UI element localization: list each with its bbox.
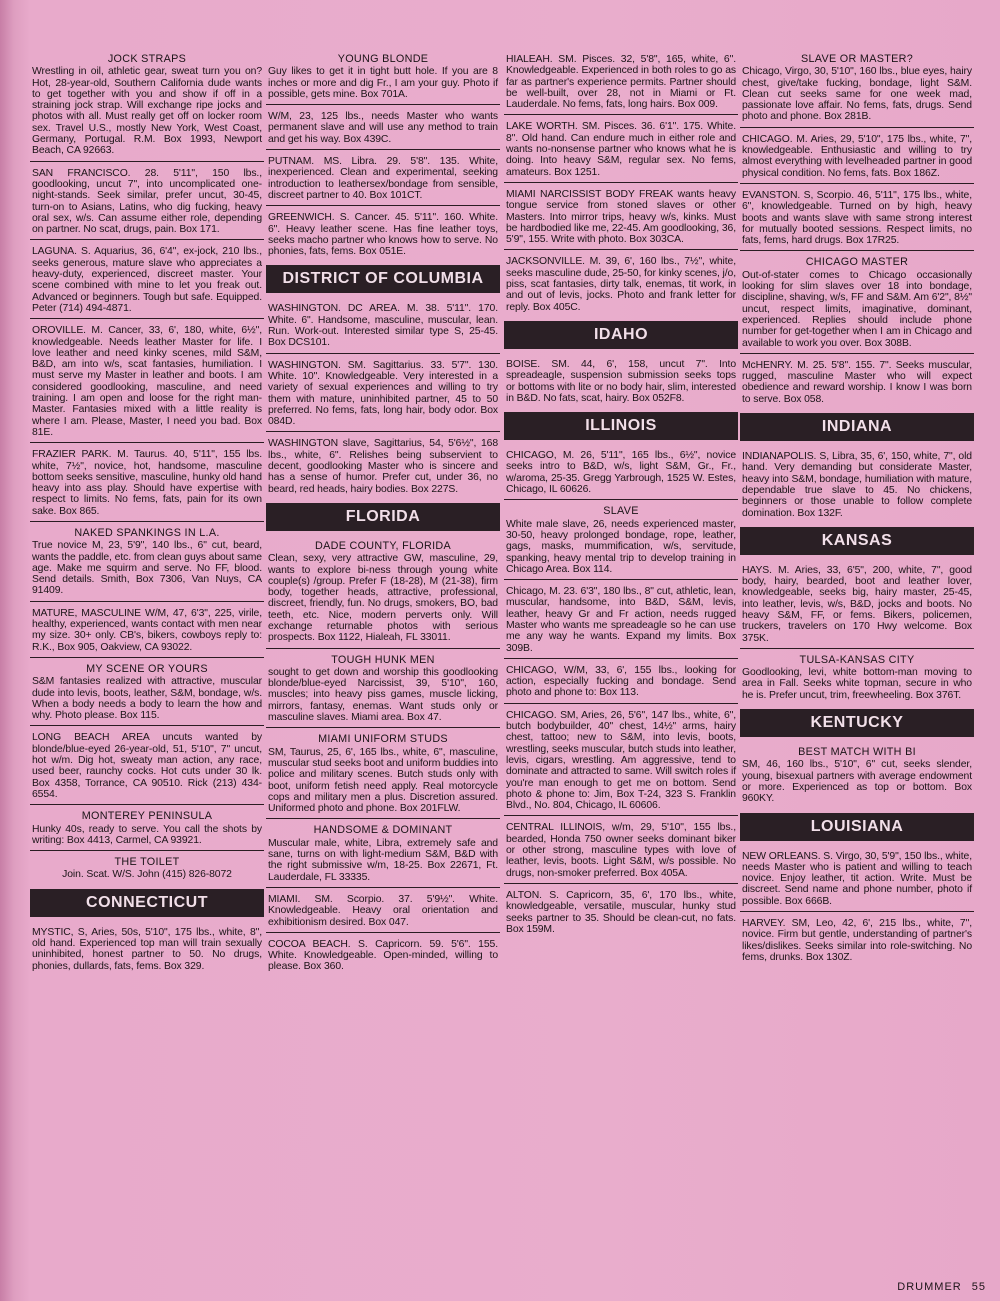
ad-text: CHICAGO. SM, Aries, 26, 5'6", 147 lbs., white, 6", butch bodybuilder, 40" chest, 14½" arms, hairy chest, tattoo; new to S&M, into levis, boots, wrestling, seeks muscular, butch studs into leather, levis, cigars, wrestling. Am aggressive, tend to dominate and attracted to same. Will switch roles if you're man enough to get me on bottom. Send photo & phone to: Jim, Box T-24, 323 S. Franklin Blvd., No. 804, Chicago, IL 60606. (506, 709, 736, 812)
column-1 (30, 52, 264, 1261)
ad-text: HIALEAH. SM. Pisces. 32, 5'8", 165, white, 6". Knowledgeable. Experienced in both roles to go as far as partner's experience permits. Partner should be well-built, over 28, not in Miami or Ft. Lauderdale. No fems, fats, long hairs. Box 009. (506, 54, 736, 111)
ad-heading: MIAMI UNIFORM STUDS (318, 733, 448, 746)
magazine-name: DRUMMER (897, 1281, 962, 1293)
page-footer (887, 1281, 986, 1293)
ad-heading: YOUNG BLONDE (337, 53, 429, 65)
ad-text: HAYS. M. Aries, 33, 6'5", 200, white, 7", good body, hairy, bearded, boot and leather lover, knowledgeable, seeks big, hairy master, 25-45, into leather, levis, w/s, B&D, jocks and boots. No heavy S&M, FF, or fems. Bikers, policemen, truckers, travelers on 170 Hwy welcome. Box 375K. (742, 564, 972, 644)
state-banner: LOUISIANA (740, 813, 974, 841)
classified-ad (266, 732, 500, 819)
classified-ad (30, 925, 264, 976)
ad-text: WASHINGTON slave, Sagittarius, 54, 5'6½", 168 lbs., white, 6". Relishes being subservient to decent, goodlooking Master who is sincere and has a sense of humor. Prefer cut, under 36, no beard, red heads, hairy bodies. Box 227S. (268, 438, 498, 495)
ad-text: Clean, sexy, very attractive GW, masculine, 29, wants to explore bi-ness through young white couple(s) /group. Prefer F (18-28), M (21-38), firm body, together heads, attractive, professional, discreet, friendly, fun. No drugs, smokers, BO, bad teeth, etc. Nice, modern perverts only. Will exchange returnable photos with serious prospects. Box 1122, Hialeah, FL 33011. (268, 553, 498, 644)
state-banner: KENTUCKY (740, 709, 974, 737)
ad-heading: MY SCENE OR YOURS (86, 662, 208, 675)
ad-text: LAKE WORTH. SM. Pisces. 36. 6'1". 175. White. 8". Old hand. Can endure much in either role and wants no-nonsense partner who knows what he is doing. Into heavy S&M, regular sex. No fems, amateurs. Box 1251. (506, 121, 736, 178)
ad-heading: THE TOILET (114, 856, 180, 869)
classified-ad (30, 52, 264, 162)
classified-ad (30, 244, 264, 319)
ad-heading: JOCK STRAPS (107, 53, 187, 65)
classified-ad (740, 188, 974, 251)
ad-text: MIAMI NARCISSIST BODY FREAK wants heavy tongue service from stoned slaves or other Masters. Into mirror trips, heavy w/s, kinks. Must be hardbodied like me, 22-45. Am goodlooking, 36, 5'9", 155. Write with photo. Box 303CA. (506, 188, 736, 246)
ad-text: S&M fantasies realized with attractive, muscular dude into levis, boots, leather, S&M, bondage, w/s. When a body needs a body to learn the how and why. Photo please. Box 115. (32, 676, 262, 722)
ad-text: ALTON. S. Capricorn, 35, 6', 170 lbs., white, knowledgeable, versatile, muscular, hunky stud seeks partner to 35. Should be clean-cut, no fats. Box 159M. (506, 889, 736, 935)
classified-ad (266, 109, 500, 150)
ad-heading: BEST MATCH WITH BI (798, 746, 916, 759)
classified-ad (740, 745, 974, 808)
ad-heading: MONTEREY PENINSULA (81, 810, 213, 823)
classified-ad (266, 210, 500, 261)
classified-ad (266, 436, 500, 498)
ad-text: Wrestling in oil, athletic gear, sweat turn you on? Hot, 28-year-old, Southern California dude wants to get together with you and show if off in a straining jock strap. Will exchange ripe jocks and photos with all. Must really get off on locker room sex. Travel U.S., mostly New York, West Coast, Germany, Portugal. R.M. Box 1993, Newport Beach, CA 92663. (32, 66, 262, 157)
ad-text: COCOA BEACH. S. Capricorn. 59. 5'6". 155. White. Knowledgeable. Open-minded, willing to please. Box 360. (268, 938, 498, 973)
ad-text: INDIANAPOLIS. S, Libra, 35, 6', 150, white, 7", old hand. Very demanding but considerate Master, heavy into S&M, bondage, humiliation with mature, dependable true slave to 45. No chickens, beginners or those unable to follow complete domination. Box 132F. (742, 451, 972, 519)
classified-ad (504, 254, 738, 316)
ad-heading: SLAVE OR MASTER? (801, 53, 913, 65)
classified-ad (504, 584, 738, 659)
classified-ad (266, 154, 500, 206)
ad-text: Guy likes to get it in tight butt hole. If you are 8 inches or more and dig Fr., I am your guy. Photo if possible, gets mine. Box 701A. (268, 66, 498, 100)
classified-ad (266, 937, 500, 977)
ad-text: CENTRAL ILLINOIS, w/m, 29, 5'10", 155 lbs., bearded, Honda 750 owner seeks dominant biker or other strong, masculine types with love of leather, levis, boots. Light S&M, w/s possible. No drugs, non-smoker preferred. Box 405A. (506, 822, 736, 879)
ad-text: SM, 46, 160 lbs., 5'10", 6" cut, seeks slender, young, bisexual partners with average endowment or more. Experienced as top or bottom. Box 960KY. (742, 759, 972, 805)
state-banner: CONNECTICUT (30, 889, 264, 917)
ad-heading: HANDSOME & DOMINANT (313, 824, 453, 837)
ad-heading: SLAVE (603, 505, 639, 518)
ad-text: White male slave, 26, needs experienced master, 30-50, heavy prolonged bondage, rope, leather, gags, masks, mummification, w/s, servitude, spanking, heavy mental trip to develop training in Chicago Area. Box 114. (506, 518, 736, 575)
state-banner: DISTRICT OF COLUMBIA (266, 265, 500, 293)
ad-text: LAGUNA. S. Aquarius, 36, 6'4", ex-jock, 210 lbs., seeks generous, mature slave who appreciates a heavy-duty, experienced, discreet master. Your scene combined with mine to let you freak out. Advanced or beginners. Tough but safe. Equipped. Peter (714) 494-4871. (32, 246, 262, 314)
classified-ad (266, 358, 500, 433)
ad-heading: TOUGH HUNK MEN (331, 653, 435, 666)
ad-text: SAN FRANCISCO. 28. 5'11", 150 lbs., goodlooking, uncut 7", into uncomplicated one-night-stands. Seek similar, prefer uncut, 30-45, turn-on to Asians, Latins, who dig fucking, heavy oral sex, w/s. Can assume either role, depending on partner. No scat, drugs, pain. Box 171. (32, 167, 262, 236)
ad-text: GREENWICH. S. Cancer. 45. 5'11". 160. White. 6". Heavy leather scene. Has fine leather toys, seeks macho partner who knows how to serve. No phonies, fats, fems. Box 051E. (268, 212, 498, 258)
ad-text: EVANSTON. S, Scorpio. 46, 5'11", 175 lbs., white, 6", knowledgeable. Turned on by high, heavy boots and wants slave with same strong interest for mutually booted sessions. Respect limits, no fats, fems, hard drugs. Box 17R25. (742, 189, 972, 247)
ad-text: OROVILLE. M. Cancer, 33, 6', 180, white, 6½", knowledgeable. Needs leather Master for life. I love leather and need kinky scenes, mild S&M, B&D, am into w/s, scat fantasies, humiliation. I must serve my Master in leather and boots. I am considered goodlooking, masculine, and need training. I am open and loose for the right man-Master. Fantasies mixed with a little reality is where I am. Please, Master, I need you bad. Box 81E. (32, 325, 262, 438)
ad-text: FRAZIER PARK. M. Taurus. 40, 5'11", 155 lbs. white, 7½", novice, hot, handsome, masculine bottom seeks sensitive, masculine, hunky old hand heavy into ass play. Should have expertise with respect to limits. No fems, fats, pain for its own sake. Box 865. (32, 449, 262, 517)
classified-ad (504, 357, 738, 408)
classified-ad (740, 132, 974, 184)
ad-text: WASHINGTON. DC AREA. M. 38. 5'11". 170. White. 6". Handsome, masculine, muscular, lean. Run. Work-out. Interested similar type S, 25-45. Box DCS101. (268, 303, 498, 349)
ad-text: Chicago, M. 23. 6'3", 180 lbs., 8" cut, athletic, lean, muscular, handsome, into B&D, S&M, levis, leather, heavy Gr and Fr action, needs rugged Master who wants me spreadeagle so he can use me any way he wants. Expand my limits. Box 309B. (506, 586, 736, 654)
ad-contact: Join. Scat. W/S. John (415) 826-8072 (62, 869, 232, 881)
classified-ad (30, 809, 264, 851)
classified-ad (740, 563, 974, 649)
classified-ad (504, 504, 738, 580)
ad-text: CHICAGO. M. Aries, 29, 5'10", 175 lbs., white, 7", knowledgeable. Enthusiastic and willing to try almost everything with levelheaded partner in good physical condition. No fems, fats. Box 186Z. (742, 133, 972, 179)
classified-ad (266, 823, 500, 887)
ad-text: CHICAGO, W/M, 33, 6', 155 lbs., looking for action, especially fucking and bondage. Send photo and phone to: Box 113. (506, 664, 736, 699)
classified-ad (504, 119, 738, 182)
classified-ad (740, 358, 974, 409)
classified-ad (740, 255, 974, 353)
classified-ad (30, 606, 264, 658)
classified-ad (740, 52, 974, 128)
classified-ad (740, 916, 974, 967)
classified-ad (266, 301, 500, 353)
classified-ad (740, 449, 974, 523)
state-banner: FLORIDA (266, 503, 500, 531)
classified-ad (504, 663, 738, 704)
ad-text: PUTNAM. MS. Libra. 29. 5'8". 135. White, inexperienced. Clean and experimental, seeking introduction to leathersex/bondage from sensible, discreet partner to 40. Box 101CT. (268, 156, 498, 201)
classified-ad (30, 662, 264, 726)
ad-text: WASHINGTON. SM. Sagittarius. 33. 5'7". 130. White. 10". Knowledgeable. Very interested in a variety of sexual experiences and willing to try them with mature, uninhibited partner, 45 to 50 preferred. No fems, fats, long hair, body odor. Box 084D. (268, 359, 498, 428)
classified-ad (30, 323, 264, 443)
ad-text: CHICAGO, M. 26, 5'11", 165 lbs., 6½", novice seeks intro to B&D, w/s, light S&M, Gr., Fr., w/aroma, 25-35. Gregg Yarbrough, 1525 W. Estes, Chicago, IL 60626. (506, 450, 736, 496)
classified-ad (504, 888, 738, 939)
page-number: 55 (971, 1281, 986, 1293)
column-3 (504, 52, 738, 1261)
classified-ad (504, 52, 738, 115)
classified-ad (266, 653, 500, 729)
classified-ad (30, 526, 264, 602)
classified-ad (504, 708, 738, 817)
ad-text: JACKSONVILLE. M. 39, 6', 160 lbs., 7½", white, seeks masculine dude, 25-50, for kinky scenes, j/o, piss, scat fantasies, dirty talk, enemas, tit work, in and out of levis, jocks. Photo and frank letter for reply. Box 405C. (506, 256, 736, 313)
ad-text: LONG BEACH AREA uncuts wanted by blonde/blue-eyed 26-year-old, 51, 5'10", 7" uncut, hot w/m. Dig hot, sweaty man action, any race, used beer, raunchy cocks. Hot cuts under 30 lk. Box 4358, Torrance, CA 90510. Rick (213) 434-6554. (32, 732, 262, 800)
ad-heading: CHICAGO MASTER (805, 256, 909, 269)
state-banner: ILLINOIS (504, 412, 738, 440)
ad-text: Chicago, Virgo, 30, 5'10", 160 lbs., blue eyes, hairy chest, give/take fucking, bondage, light S&M. Clean cut seeks same for one week mad, passionate love affair. No fems, fats, drugs. Send photo and phone. Box 281B. (742, 66, 972, 123)
classified-ad (266, 52, 500, 105)
ad-text: NEW ORLEANS. S. Virgo, 30, 5'9", 150 lbs., white, needs Master who is patient and willing to teach novice. Enjoy leather, tit action. Write. Must be discreet. Send name and phone number, photo if possible. Box 666B. (742, 850, 972, 907)
ad-text: Goodlooking, levi, white bottom-man moving to area in Fall. Seeks white topman, secure in who he is. Prefer uncut, trim, freewheeling. Box 376T. (742, 667, 972, 701)
ad-text: Hunky 40s, ready to serve. You call the shots by writing: Box 4413, Carmel, CA 93921. (32, 823, 262, 846)
ad-text: MYSTIC, S, Aries, 50s, 5'10", 175 lbs., white, 8", old hand. Experienced top man will train sexually uninhibited, honest partner to 50. No drugs, phonies, dullards, fats, fems. Box 329. (32, 926, 262, 972)
column-4 (740, 52, 974, 1261)
ad-text: W/M, 23, 125 lbs., needs Master who wants permanent slave and will use any method to train and get his way. Box 439C. (268, 111, 498, 145)
ad-text: HARVEY. SM, Leo, 42, 6', 215 lbs., white, 7", novice. Firm but gentle, understanding of partner's likes/dislikes. Seeks similar into role-switching. No fems, drunks. Box 130Z. (742, 918, 972, 963)
ad-text: Muscular male, white, Libra, extremely safe and sane, turns on with light-medium S&M, B&D with the right submissive w/m, 18-25. Box 22671, Ft. Lauderdale, FL 33335. (268, 837, 498, 883)
ad-text: SM, Taurus, 25, 6', 165 lbs., white, 6", masculine, muscular stud seeks boot and uniform buddies into police and military scenes. Butch studs only with boot, uniform fetish need apply. Real motorcycle cops and military men a plus. Discretion assured. Uniformed photo and phone. Box 201FLW. (268, 746, 498, 815)
ad-heading: NAKED SPANKINGS IN L.A. (74, 526, 220, 539)
ad-text: Out-of-stater comes to Chicago occasionally looking for slim slaves over 18 into bondage, discipline, shaving, w/s, FF and S&M. Am 6'2", 8½" uncut, respect limits, imaginative, dominant, experienced. Replies should include phone number for get-together when I am in Chicago and available to work you over. Box 308B. (742, 269, 972, 349)
classified-ad (504, 448, 738, 500)
state-banner: IDAHO (504, 321, 738, 349)
state-banner: INDIANA (740, 413, 974, 441)
ad-text: sought to get down and worship this goodlooking blonde/blue-eyed Narcissist, 39, 5'10", 160, muscles; into heavy piss games, muscle licking, mirrors, fantasy, enemas. Want studs only or masculine slaves. Miami area. Box 47. (268, 666, 498, 724)
ad-heading: DADE COUNTY, FLORIDA (315, 539, 451, 552)
ad-text: McHENRY. M. 25. 5'8". 155. 7". Seeks muscular, rugged, masculine Master who will expect obedience and reward worship. I know I was born to serve. Box 058. (742, 359, 972, 405)
ad-text: MIAMI. SM. Scorpio. 37. 5'9½". White. Knowledgeable. Heavy oral orientation and exhibitionism desired. Box 047. (268, 893, 498, 928)
classified-ad (504, 187, 738, 250)
classified-ad (740, 849, 974, 912)
classified-ad (740, 653, 974, 705)
ad-heading: TULSA-KANSAS CITY (799, 653, 915, 666)
classified-ad (30, 730, 264, 805)
classified-ad (30, 166, 264, 241)
ad-text: MATURE, MASCULINE W/M, 47, 6'3", 225, virile, healthy, experienced, wants contact with men near my size. 30+ only. CB's, bikers, cowboys reply to: R.K., Box 905, Oakview, CA 93022. (32, 607, 262, 653)
classified-ad (30, 855, 264, 885)
classified-ad (266, 539, 500, 649)
state-banner: KANSAS (740, 527, 974, 555)
ad-text: BOISE. SM. 44, 6', 158, uncut 7". Into spreadeagle, suspension submission seeks tops or bottoms with lite or no body hair, slim, interested in B&D. No fats, scat, hairy. Box 052F8. (506, 358, 736, 404)
classified-ad (504, 820, 738, 883)
column-2 (266, 52, 500, 1261)
ad-text: True novice M, 23, 5'9", 140 lbs., 6" cut, beard, wants the paddle, etc. from clean guys about same age. Make me squirm and serve. No FF, blood. Send details. Smith, Box 7306, Van Nuys, CA 91409. (32, 540, 262, 597)
classified-ad (30, 447, 264, 522)
classified-ad (266, 892, 500, 933)
